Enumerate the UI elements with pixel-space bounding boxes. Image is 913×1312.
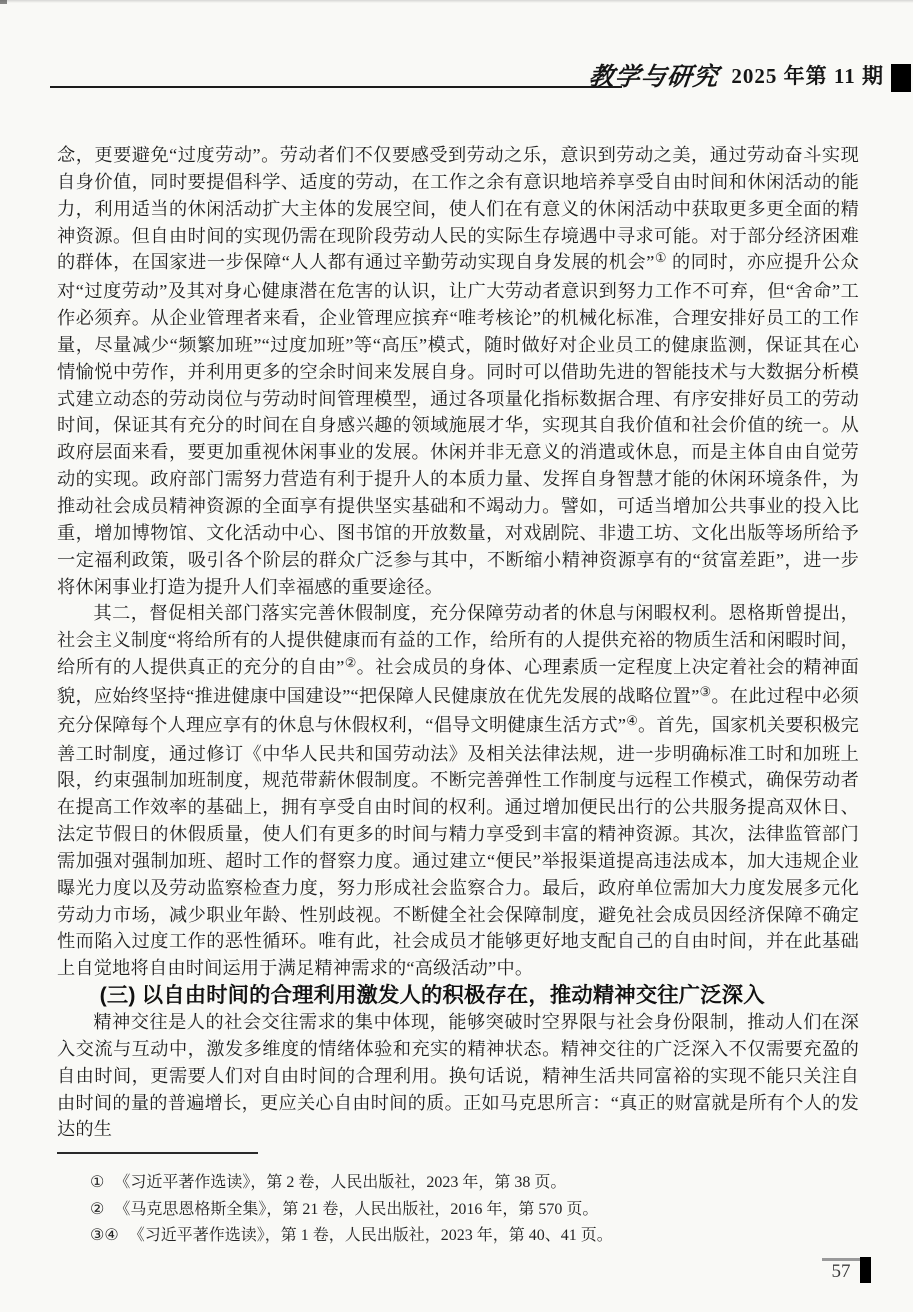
footnote-marker: ③④ [90,1227,119,1245]
paragraph-text: 。社会成员的身体、心理素质一定程度上决定着社会的精神面貌，应始终坚持“推进健康中国建设”“把保障人民健康放在优先发展的战略位置” [57,657,859,706]
paragraph-text: 。在此过程中必须充分保障每个人理应享有的休息与休假权利，“倡导文明健康生活方式” [57,685,859,735]
paragraph-text: 精神交往是人的社会交往需求的集中体现，能够突破时空界限与社会身份限制，推动人们在深入交流与互动中，激发多维度的情绪体验和充实的精神状态。精神交往的广泛深入不仅需要充盈的自由时间，更需要人们对自由时间的合理利用。换句话说，精神生活共同富裕的实现不能只关注自由时间的量的普遍增长，更应关心自由时间的质。正如马克思所言：“真正的财富就是所有个人的发达的生 [57,1012,859,1140]
page-number: 57 [831,1261,851,1282]
footnote-item [90,1197,859,1224]
journal-name: 教学与研究 [587,64,721,91]
section-heading [57,982,859,1009]
body-paragraph [57,142,859,600]
body-paragraph [57,600,859,982]
footnote-reference-mark: ③ [699,683,712,699]
header-black-tab [891,64,911,92]
footnote-reference-mark: ④ [626,712,638,728]
footnote-item [90,1223,859,1250]
footnote-list [57,1170,859,1250]
journal-header [587,55,884,95]
paragraph-text: 念，更要避免“过度劳动”。劳动者们不仅要感受到劳动之乐，意识到劳动之美，通过劳动奋斗实现自身价值，同时要提倡科学、适度的劳动，在工作之余有意识地培养享受自由时间和休闲活动的能力，利用适当的休闲活动扩大主体的发展空间，使人们在有意义的休闲活动中获取更多更全面的精神资源。但自由时间的实现仍需在现阶段劳动人民的实际生存境遇中寻求可能。对于部分经济困难的群体，在国家进一步保障“人人都有通过辛勤劳动实现自身发展的机会” [57,145,859,273]
body-paragraph [57,1009,859,1143]
footnote-item [90,1170,859,1197]
footnote-text: 《习近平著作选读》，第 1 卷，人民出版社，2023 年，第 40、41 页。 [128,1227,613,1245]
journal-issue: 2025 年第 11 期 [731,64,884,88]
paragraph-text: 的同时，亦应提升公众对“过度劳动”及其对身心健康潜在危害的认识，让广大劳动者意识到努力工作不可弃，但“舍命”工作必须弃。从企业管理者来看，企业管理应摈弃“唯考核论”的机械化标准，合理安排好员工的工作量，尽量减少“频繁加班”“过度加班”等“高压”模式，随时做好对企业员工的健康监测，保证其在心情愉悦中劳作，并利用更多的空余时间来发展自身。同时可以借助先进的智能技术与大数据分析模式建立动态的劳动岗位与劳动时间管理模型，通过各项量化指标数据合理、有序安排好员工的劳动时间，保证其有充分的时间在自身感兴趣的领域施展才华，实现其自我价值和社会价值的统一。从政府层面来看，要更加重视休闲事业的发展。休闲并非无意义的消遣或休息，而是主体自由自觉劳动的实现。政府部门需努力营造有利于提升人的本质力量、发挥自身智慧才能的休闲环境条件，为推动社会成员精神资源的全面享有提供坚实基础和不竭动力。譬如，可适当增加公共事业的投入比重，增加博物馆、文化活动中心、图书馆的开放数量，对戏剧院、非遗工坊、文化出版等场所给予一定福利政策，吸引各个阶层的群众广泛参与其中，不断缩小精神资源享有的“贫富差距”，进一步将休闲事业打造为提升人们幸福感的重要途径。 [57,252,859,597]
scan-corner-speck [0,0,7,4]
paragraph-text: 其二，督促相关部门落实完善休假制度，充分保障劳动者的休息与闲暇权利。恩格斯曾提出，社会主义制度“将给所有的人提供健康而有益的工作，给所有的人提供充裕的物质生活和闲暇时间，给所有的人提供真正的充分的自由” [57,603,859,678]
footnote-text: 《习近平著作选读》，第 2 卷，人民出版社，2023 年，第 38 页。 [114,1174,567,1191]
footnote-text: 《马克思恩格斯全集》，第 21 卷，人民出版社，2016 年，第 570 页。 [114,1200,599,1218]
footnote-divider [57,1152,258,1154]
footnote-marker: ① [90,1174,105,1191]
footnote-marker: ② [90,1200,105,1218]
paragraph-text: (三) 以自由时间的合理利用激发人的积极存在，推动精神交往广泛深入 [99,983,765,1008]
footnote-reference-mark: ① [654,250,667,266]
article-body [57,142,859,1143]
header-rule [50,86,622,88]
footer-black-tab [860,1257,871,1283]
footnote-reference-mark: ② [344,655,357,671]
footnotes-section [57,1152,859,1250]
paragraph-text: 。首先，国家机关要积极完善工时制度，通过修订《中华人民共和国劳动法》及相关法律法规，进一步明确标准工时和加班上限，约束强制加班制度，规范带薪休假制度。不断完善弹性工作制度与远程工作模式，确保劳动者在提高工作效率的基础上，拥有享受自由时间的权利。通过增加便民出行的公共服务提高双休日、法定节假日的休假质量，使人们有更多的时间与精力享受到丰富的精神资源。其次，法律监管部门需加强对强制加班、超时工作的督察力度。通过建立“便民”举报渠道提高违法成本，加大违规企业曝光力度以及劳动监察检查力度，努力形成社会监察合力。最后，政府单位需加大力度发展多元化劳动力市场，减少职业年龄、性别歧视。不断健全社会保障制度，避免社会成员因经济保障不确定性而陷入过度工作的恶性循环。唯有此，社会成员才能够更好地支配自己的自由时间，并在此基础上自觉地将自由时间运用于满足精神需求的“高级活动”中。 [57,714,860,979]
